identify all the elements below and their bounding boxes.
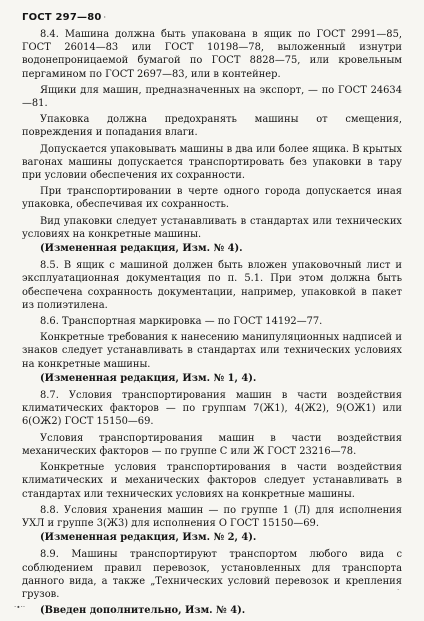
paragraph: 8.4. Машина должна быть упакована в ящик по ГОСТ 2991—85, ГОСТ 26014—83 или ГОСТ 10198—78, выложенный изнутри водонепроницаемой бумагой по ГОСТ 8828—75, или кровельным пергамином по ГОСТ 2697—83, или в контейнер. (22, 29, 402, 80)
amendment-note: (Введен дополнительно, Изм. № 4). (40, 605, 246, 617)
paragraph: Упаковка должна предохранять машины от смещения, повреждения и попадания влаги. (22, 114, 402, 139)
paragraph: При транспортировании в черте одного города допускается иная упаковка, обеспечивая их сохранность. (22, 186, 402, 211)
paragraph: Конкретные требования к нанесению манипуляционных надписей и знаков следует устанавливать в стандартах или технических условиях на конкретные машины. (22, 332, 402, 370)
paragraph: 8.7. Условия транспортирования машин в части воздействия климатических факторов — по группам 7(Ж1), 4(Ж2), 9(ОЖ1) или 6(ОЖ2) ГОСТ 15150—69. (22, 390, 402, 428)
standard-number: ГОСТ 297—80 (22, 12, 102, 23)
paragraph: Допускается упаковывать машины в два или более ящика. В крытых вагонах машины допускается транспортировать без упаковки в тару при условии обеспечения их сохранности. (22, 143, 402, 182)
amendment-note: (Измененная редакция, Изм. № 4). (40, 243, 243, 255)
page-marks: ·∙·· (14, 603, 26, 611)
header-mark: · (103, 13, 107, 22)
paragraph: 8.6. Транспортная маркировка — по ГОСТ 14192—77. (40, 316, 323, 328)
page-speck: · (397, 586, 400, 594)
page-header (22, 12, 106, 23)
paragraph: 8.5. В ящик с машиной должен быть вложен упаковочный лист и эксплуатационная документация по п. 5.1. При этом должна быть обеспечена сохранность документации, например, упаковкой в пакет из полиэтилена. (22, 260, 402, 311)
document-body (22, 28, 402, 621)
amendment-note: (Измененная редакция, Изм. № 1, 4). (40, 372, 257, 384)
paragraph: 8.9. Машины транспортируют транспортом любого вида с соблюдением правил перевозок, установленных для транспорта данного вида, а также „Технических условий перевозок и крепления грузов. (22, 549, 402, 600)
paragraph: 8.8. Условия хранения машин — по группе 1 (Л) для исполнения УХЛ и группе 3(Ж3) для исполнения О ГОСТ 15150—69. (22, 504, 402, 529)
paragraph: Ящики для машин, предназначенных на экспорт, — по ГОСТ 24634—81. (22, 84, 402, 110)
paragraph: Вид упаковки следует устанавливать в стандартах или технических условиях на конкретные машины. (22, 215, 402, 240)
amendment-note: (Измененная редакция, Изм. № 2, 4). (40, 532, 257, 544)
paragraph: Условия транспортирования машин в части воздействия механических факторов — по группе С или Ж ГОСТ 23216—78. (22, 432, 402, 457)
paragraph: Конкретные условия транспортирования в части воздействия климатических и механических факторов следует устанавливать в стандартах или технических условиях на конкретные машины. (22, 462, 402, 500)
